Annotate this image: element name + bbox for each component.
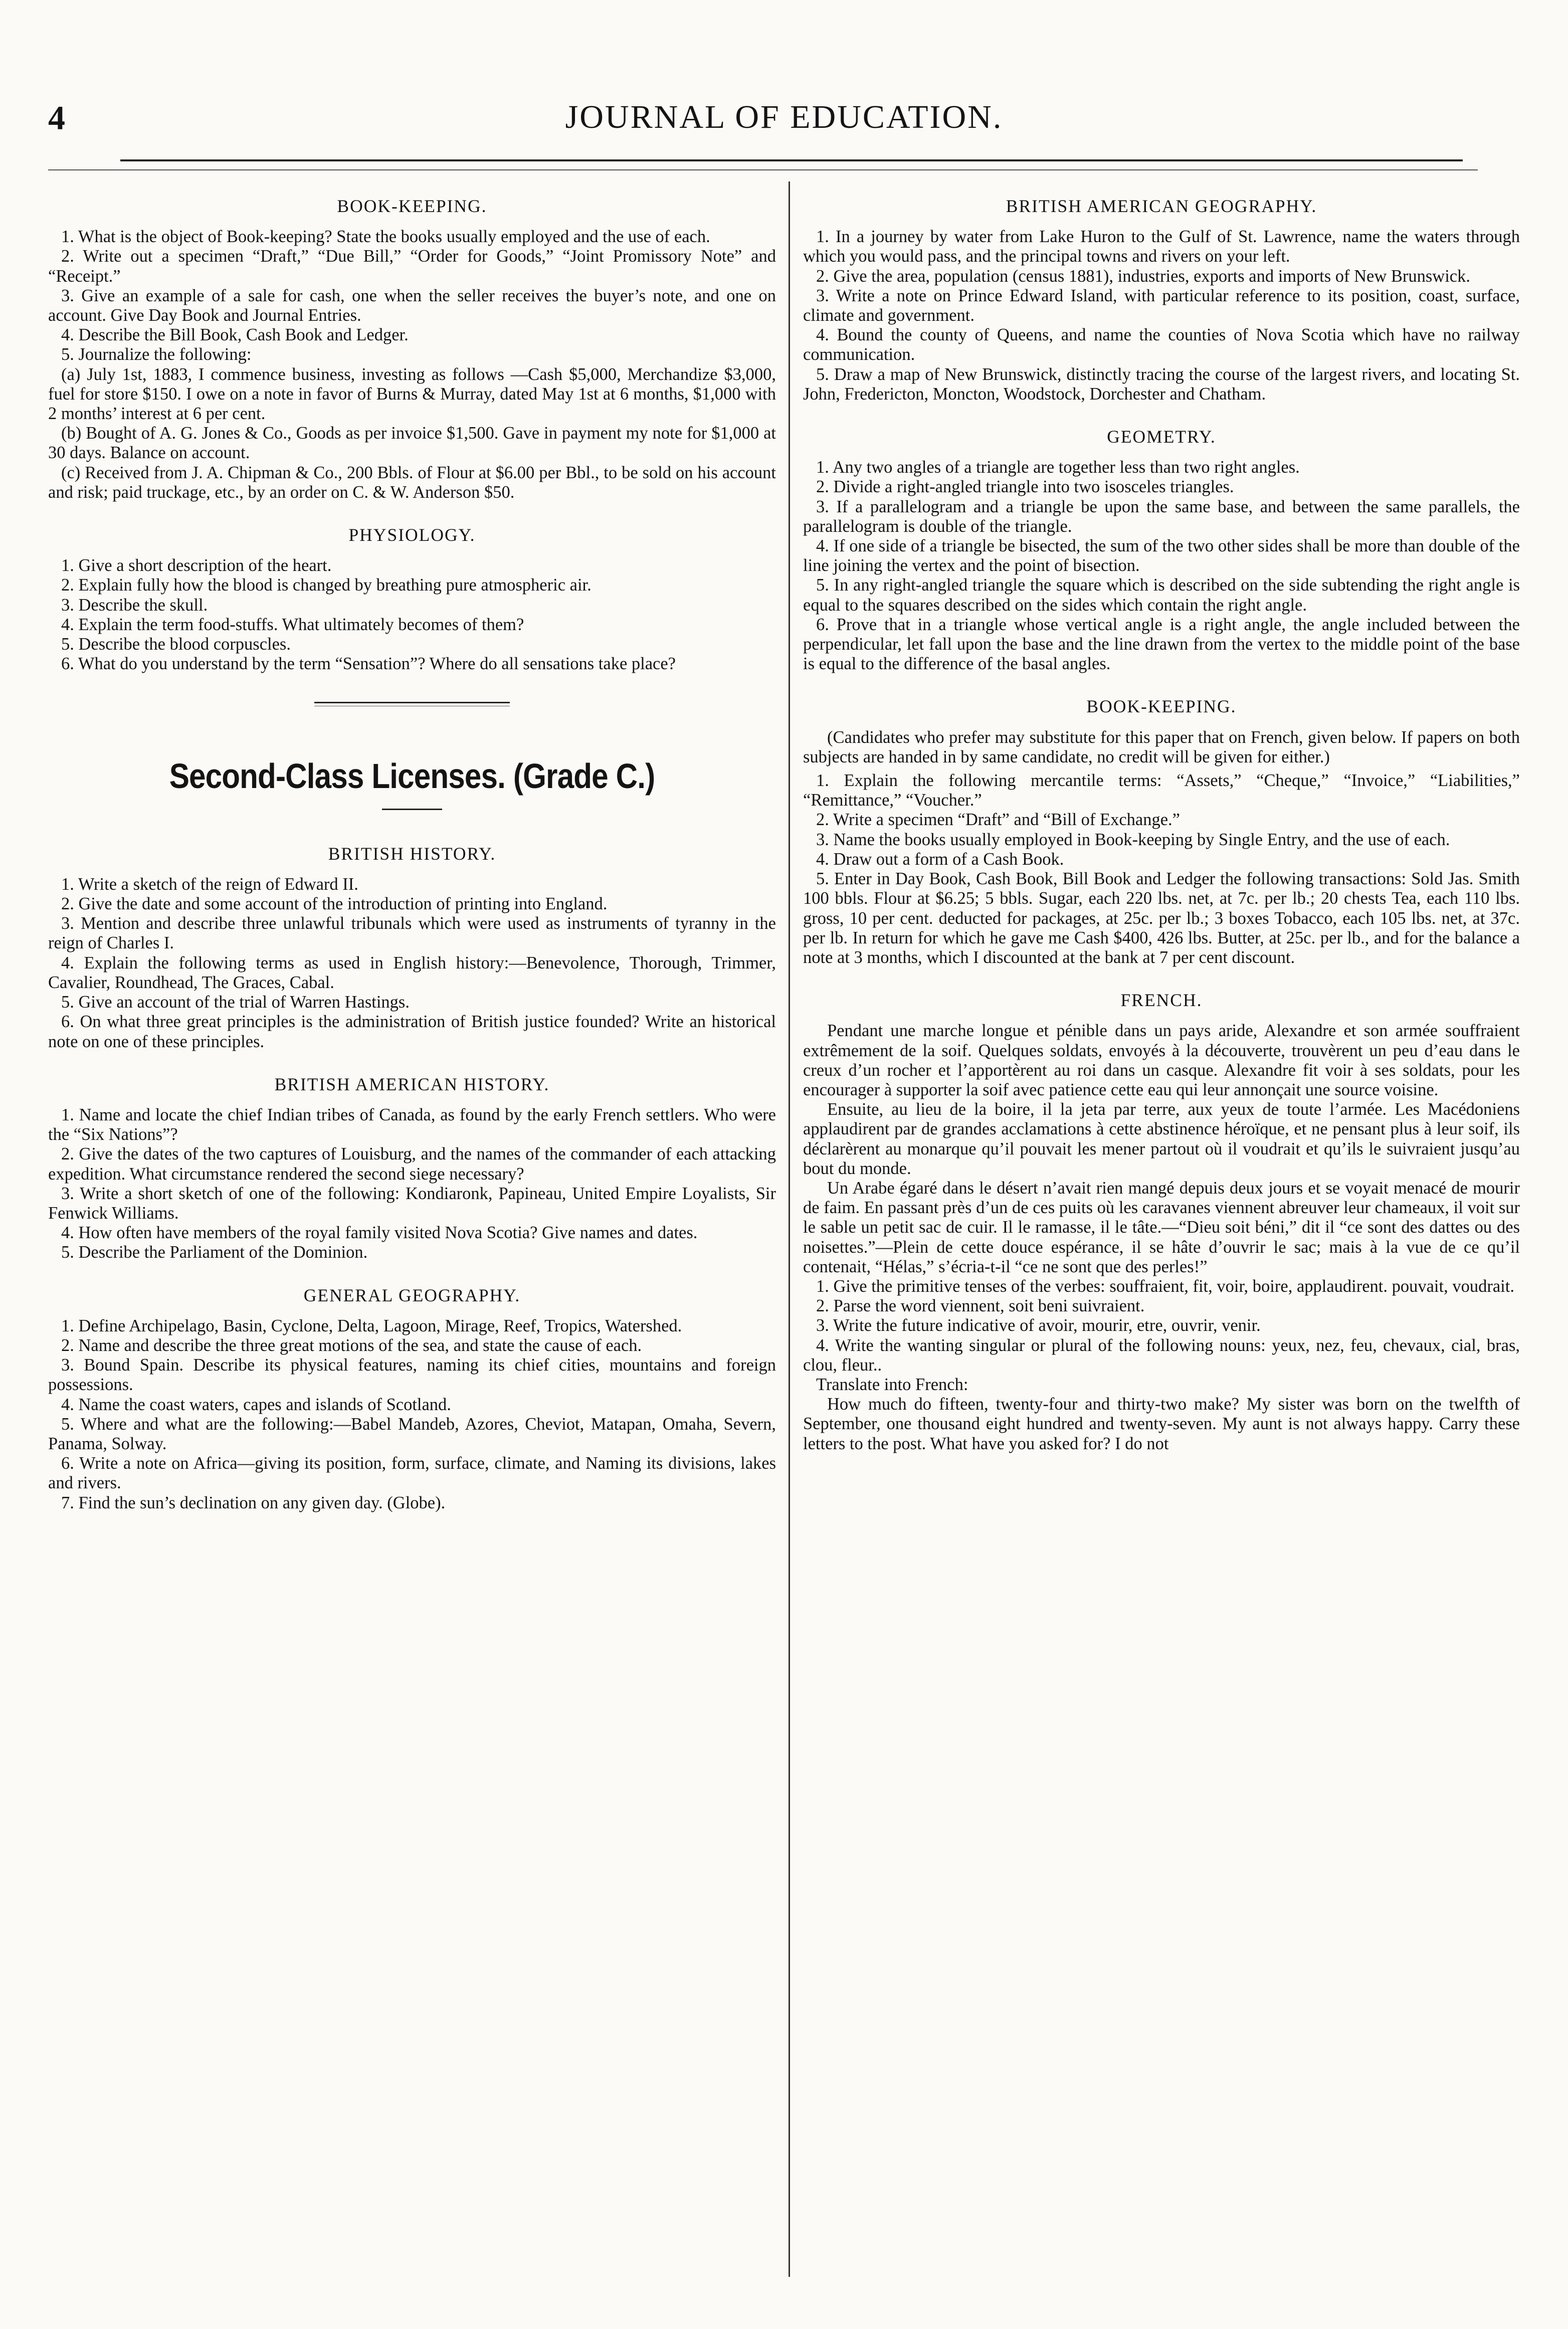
french-passage: Un Arabe égaré dans le désert n’avait rien mangé depuis deux jours et se voyait menacé de mourir de faim. En passant près d’un de ces puits où les caravanes viennent abreuver leur chameaux, il voit sur le sable un petit sac de cuir. Il le ramasse, il le tâte.—“Dieu soit béni,” dit il “ce sont des dattes ou des noisettes.”—Plein de cette douce espérance, il se hâte d’ouvrir le sac; mais à la vue de ce qu’il contenait, “Hélas,” s’écria-t-il “ce ne sont que des perles!” [803,1178,1520,1276]
question: 4. How often have members of the royal family visited Nova Scotia? Give names and dates. [61,1223,698,1243]
question: 3. Write the future indicative of avoir, mourir, etre, ouvrir, venir. [816,1316,1261,1335]
question: 4. Explain the term food-stuffs. What ultimately becomes of them? [61,615,524,634]
question: 5. Draw a map of New Brunswick, distinctly tracing the course of the largest rivers, and locating St. John, Fredericton, Moncton, Woodstock, Dorchester and Chatham. [803,364,1520,404]
question: 6. Write a note on Africa—giving its position, form, surface, climate, and Naming its divisions, lakes and rivers. [48,1454,776,1493]
column-divider [789,181,790,2277]
sub-question: (a) July 1st, 1883, I commence business, investing as follows —Cash $5,000, Merchandize $3,000, fuel for store $150. I owe on a note in favor of Burns & Murray, dated May 1st at 6 months, $1,000 with 2 months’ interest at 6 per cent. [48,364,776,424]
section-bookkeeping-2 [803,697,1520,967]
right-column [803,197,1520,1477]
title-rule [382,809,442,810]
section-heading: BRITISH AMERICAN GEOGRAPHY. [1006,196,1317,216]
question: 1. Define Archipelago, Basin, Cyclone, Delta, Lagoon, Mirage, Reef, Tropics, Watershed. [61,1316,682,1335]
licenses-title: Second-Class Licenses. (Grade C.) [169,756,655,796]
question: 2. Give the date and some account of the introduction of printing into England. [61,894,608,914]
question: 1. Write a sketch of the reign of Edward II. [61,874,358,894]
question: 5. Give an account of the trial of Warren Hastings. [61,993,410,1012]
question: 5. In any right-angled triangle the square which is described on the side subtending the right angle is equal to the squares described on the sides which contain the right angle. [803,575,1520,615]
section-british-history [48,844,776,1052]
section-intro: (Candidates who prefer may substitute for this paper that on French, given below. If papers on both subjects are handed in by same candidate, no credit will be given for either.) [803,727,1520,766]
section-heading: BOOK-KEEPING. [337,196,487,216]
question: 4. Write the wanting singular or plural of the following nouns: yeux, nez, feu, chevaux, cial, bras, clou, fleur.. [803,1335,1520,1375]
section-british-american-geography [803,197,1520,404]
section-bookkeeping [48,197,776,502]
question: 3. Mention and describe three unlawful tribunals which were used as instruments of tyranny in the reign of Charles I. [48,914,776,953]
question: 6. On what three great principles is the administration of British justice founded? Write an historical note on one of these principles. [48,1012,776,1051]
page-number: 4 [48,99,65,137]
question: 1. Explain the following mercantile terms: “Assets,” “Cheque,” “Invoice,” “Liabilities,” “Remittance,” “Voucher.” [803,771,1520,810]
question: 1. In a journey by water from Lake Huron to the Gulf of St. Lawrence, name the waters through which you would pass, and the principal towns and rivers on your left. [803,227,1520,266]
question: 1. Name and locate the chief Indian tribes of Canada, as found by the early French settlers. Who were the “Six Nations”? [48,1105,776,1144]
question: 2. Name and describe the three great motions of the sea, and state the cause of each. [61,1335,642,1355]
question: 4. Draw out a form of a Cash Book. [816,849,1064,869]
question: 5. Describe the blood corpuscles. [61,635,291,654]
section-geometry [803,427,1520,674]
section-heading: BOOK-KEEPING. [1086,696,1237,717]
question: 2. Give the dates of the two captures of Louisburg, and the names of the commander of each attacking expedition. What circumstance rendered the second siege necessary? [48,1144,776,1184]
question: 4. Explain the following terms as used in English history:—Benevolence, Thorough, Trimmer, Cavalier, Roundhead, The Graces, Cabal. [48,953,776,992]
translate-label: Translate into French: [816,1375,968,1394]
question: 3. Write a short sketch of one of the following: Kondiaronk, Papineau, United Empire Loyalists, Sir Fenwick Williams. [48,1184,776,1223]
running-head: JOURNAL OF EDUCATION. [565,99,1003,135]
question: 4. Bound the county of Queens, and name the counties of Nova Scotia which have no railway communication. [803,325,1520,364]
section-british-american-history [48,1075,776,1263]
section-heading: GEOMETRY. [1107,427,1216,447]
section-heading: BRITISH HISTORY. [328,843,496,864]
question: 2. Parse the word viennent, soit beni suivraient. [816,1296,1145,1316]
question: 2. Divide a right-angled triangle into two isosceles triangles. [816,477,1234,497]
question: 1. Give the primitive tenses of the verbes: souffraient, fit, voir, boire, applaudirent. pouvait, voudrait. [816,1276,1514,1296]
question: 4. Name the coast waters, capes and islands of Scotland. [61,1395,451,1414]
question: 5. Journalize the following: [61,345,252,364]
section-heading: GENERAL GEOGRAPHY. [303,1285,521,1305]
left-column [48,197,776,1536]
section-heading: PHYSIOLOGY. [348,525,476,545]
question: 3. Write a note on Prince Edward Island, with particular reference to its position, coast, surface, climate and government. [803,286,1520,325]
question: 3. Bound Spain. Describe its physical features, naming its chief cities, mountains and foreign possessions. [48,1355,776,1395]
question: 6. Prove that in a triangle whose vertical angle is a right angle, the angle included between the perpendicular, let fall upon the base and the line drawn from the vertex to the middle point of the base is equal to the difference of the basal angles. [803,615,1520,674]
question: 4. Describe the Bill Book, Cash Book and Ledger. [61,325,409,345]
french-passage: Pendant une marche longue et pénible dans un pays aride, Alexandre et son armée souffraient extrêmement de la soif. Quelques soldats, envoyés à la découverte, trouvèrent un peu d’eau dans le creux d’un rocher et l’apportèrent au roi dans un casque. Alexandre fit voir à ses soldats, pour les encourager à supporter la soif avec patience cette eau qui leur annonçait une source voisine. [803,1021,1520,1099]
section-heading: BRITISH AMERICAN HISTORY. [274,1074,550,1094]
header-rule-thin [48,169,1478,170]
question: 5. Where and what are the following:—Babel Mandeb, Azores, Cheviot, Matapan, Omaha, Severn, Panama, Solway. [48,1414,776,1453]
question: 1. What is the object of Book-keeping? State the books usually employed and the use of each. [61,227,710,247]
section-french [803,991,1520,1454]
question: 1. Give a short description of the heart. [61,556,332,575]
question: 3. Give an example of a sale for cash, one when the seller receives the buyer’s note, and one on account. Give Day Book and Journal Entries. [48,286,776,325]
section-physiology [48,525,776,674]
question: 3. If a parallelogram and a triangle be upon the same base, and between the same parallels, the parallelogram is double of the triangle. [803,497,1520,536]
question: 3. Name the books usually employed in Book-keeping by Single Entry, and the use of each. [816,830,1450,849]
section-heading: FRENCH. [1120,990,1203,1011]
question: 3. Describe the skull. [61,595,208,615]
question: 2. Explain fully how the blood is changed by breathing pure atmospheric air. [61,575,592,595]
question: 7. Find the sun’s declination on any given day. (Globe). [61,1493,446,1512]
translation-text: How much do fifteen, twenty-four and thirty-two make? My sister was born on the twelfth of September, one thousand eight hundred and twenty-seven. My aunt is not always happy. Carry these letters to the post. What have you asked for? I do not [803,1395,1520,1453]
section-general-geography [48,1286,776,1513]
question: 4. If one side of a triangle be bisected, the sum of the two other sides shall be more than double of the line joining the vertex and the point of bisection. [803,536,1520,575]
question: 2. Write a specimen “Draft” and “Bill of Exchange.” [816,810,1180,830]
sub-question: (b) Bought of A. G. Jones & Co., Goods as per invoice $1,500. Gave in payment my note for $1,000 at 30 days. Balance on account. [48,424,776,463]
question: 5. Enter in Day Book, Cash Book, Bill Book and Ledger the following transactions: Sold Jas. Smith 100 bbls. Flour at $6.25; 5 bbls. Sugar, each 220 lbs. net, at 7c. per lb.; 20 chests Tea, each 110 lbs. gross, 10 per cent. deducted for packages, at 25c. per lb.; 3 boxes Tobacco, each 105 lbs. net, at 37c. per lb. In return for which he gave me Cash $400, 426 lbs. Butter, at 25c. per lb., and for the balance a note at 3 months, which I discounted at the bank at 7 per cent discount. [803,869,1520,967]
french-passage: Ensuite, au lieu de la boire, il la jeta par terre, aux yeux de toute l’armée. Les Macédoniens applaudirent par de grandes acclamations à cette abstinence héroïque, et ne pensant plus à leur soif, ils déclarèrent au monarque qu’il pouvait les mener partout où il voudrait et qu’ils le suivraient jusqu’au bout du monde. [803,1100,1520,1178]
sub-question: (c) Received from J. A. Chipman & Co., 200 Bbls. of Flour at $6.00 per Bbl., to be sold on his account and risk; paid truckage, etc., by an order on C. & W. Anderson $50. [48,463,776,502]
header-rule [120,159,1463,161]
question: 5. Describe the Parliament of the Dominion. [61,1243,368,1262]
question: 1. Any two angles of a triangle are together less than two right angles. [816,458,1300,477]
question: 2. Write out a specimen “Draft,” “Due Bill,” “Order for Goods,” “Joint Promissory Note” and “Receipt.” [48,247,776,286]
separator-rule [314,702,510,703]
question: 2. Give the area, population (census 1881), industries, exports and imports of New Brunswick. [816,266,1470,286]
question: 6. What do you understand by the term “Sensation”? Where do all sensations take place? [61,654,676,674]
